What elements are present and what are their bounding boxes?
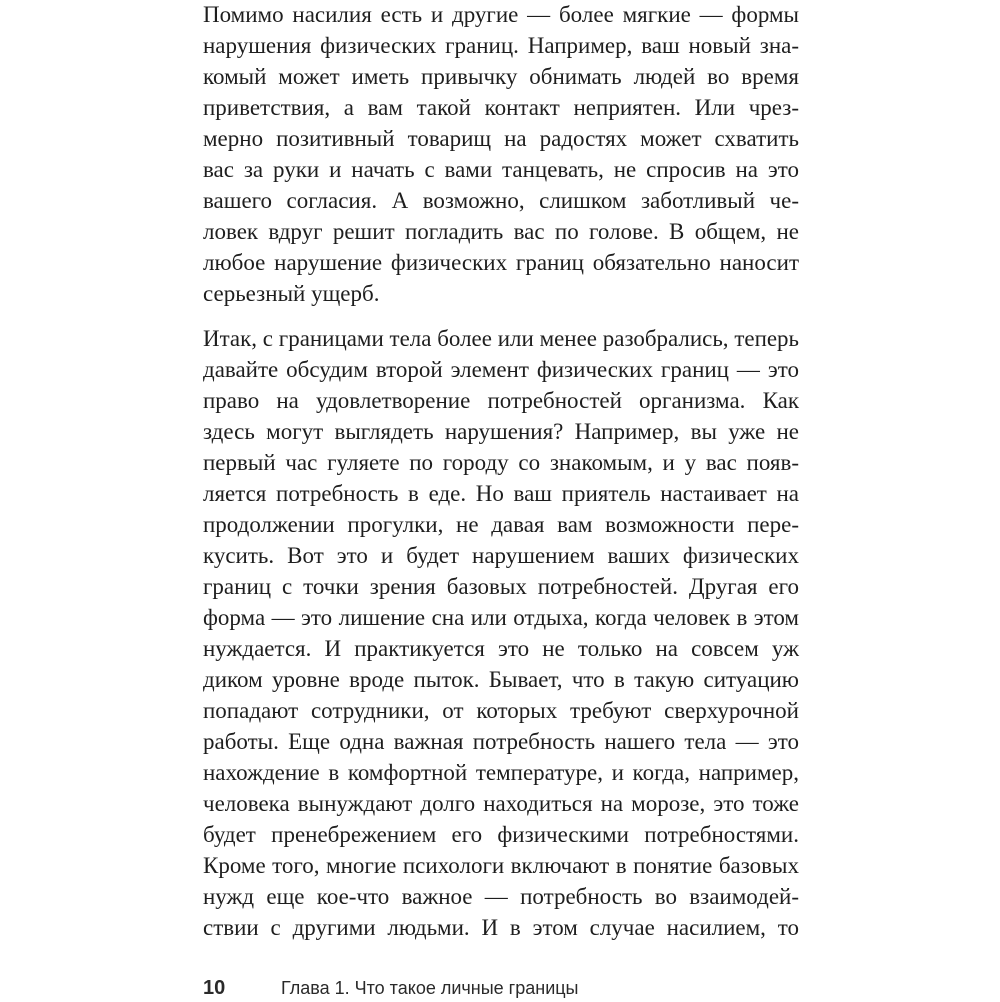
text-line: нахождение в комфортной температуре, и когда, например, xyxy=(203,760,799,785)
page-number: 10 xyxy=(203,976,226,999)
text-line: право на удовлетворение потребностей организма. Как xyxy=(203,388,799,413)
text-line: вас за руки и начать с вами танцевать, не спросив на это xyxy=(203,157,799,182)
text-line: работы. Еще одна важная потребность нашего тела — это xyxy=(203,729,799,754)
paragraph-1 xyxy=(203,0,799,309)
text-line: попадают сотрудники, от которых требуют сверхурочной xyxy=(203,698,799,723)
text-line: вашего согласия. А возможно, слишком заботливый че- xyxy=(203,188,799,213)
text-line: комый может иметь привычку обнимать людей во время xyxy=(203,64,799,89)
text-line: ляется потребность в еде. Но ваш приятель настаивает на xyxy=(203,481,799,506)
running-head: Глава 1. Что такое личные границы xyxy=(281,977,579,998)
text-line: здесь могут выглядеть нарушения? Например, вы уже не xyxy=(203,419,799,444)
text-line: будет пренебрежением его физическими потребностями. xyxy=(203,822,799,847)
text-line: продолжении прогулки, не давая вам возможности пере- xyxy=(203,512,799,537)
text-line: любое нарушение физических границ обязательно наносит xyxy=(203,250,799,275)
text-line: ловек вдруг решит погладить вас по голове. В общем, не xyxy=(203,219,799,244)
text-line: первый час гуляете по городу со знакомым, и у вас появ- xyxy=(203,450,799,475)
text-line: форма — это лишение сна или отдыха, когда человек в этом xyxy=(203,605,799,630)
text-line: нуждается. И практикуется это не только на совсем уж xyxy=(203,636,799,661)
text-line: приветствия, а вам такой контакт неприятен. Или чрез- xyxy=(203,95,799,120)
text-line: Кроме того, многие психологи включают в понятие базовых xyxy=(203,853,799,878)
page-footer xyxy=(203,974,579,1002)
text-line: Итак, с границами тела более или менее разобрались, теперь xyxy=(203,326,799,351)
text-line: серьезный ущерб. xyxy=(203,281,380,306)
text-line: мерно позитивный товарищ на радостях может схватить xyxy=(203,126,799,151)
text-line: ствии с другими людьми. И в этом случае насилием, то xyxy=(203,915,799,940)
text-line: человека вынуждают долго находиться на морозе, это тоже xyxy=(203,791,799,816)
text-line: кусить. Вот это и будет нарушением ваших физических xyxy=(203,543,799,568)
paragraph-2 xyxy=(203,323,799,943)
text-line: нарушения физических границ. Например, ваш новый зна- xyxy=(203,33,799,58)
text-line: нужд еще кое-что важное — потребность во взаимодей- xyxy=(203,884,799,909)
text-line: Помимо насилия есть и другие — более мягкие — формы xyxy=(203,2,799,27)
text-line: диком уровне вроде пыток. Бывает, что в такую ситуацию xyxy=(203,667,799,692)
text-line: давайте обсудим второй элемент физических границ — это xyxy=(203,357,799,382)
text-line: границ с точки зрения базовых потребностей. Другая его xyxy=(203,574,799,599)
